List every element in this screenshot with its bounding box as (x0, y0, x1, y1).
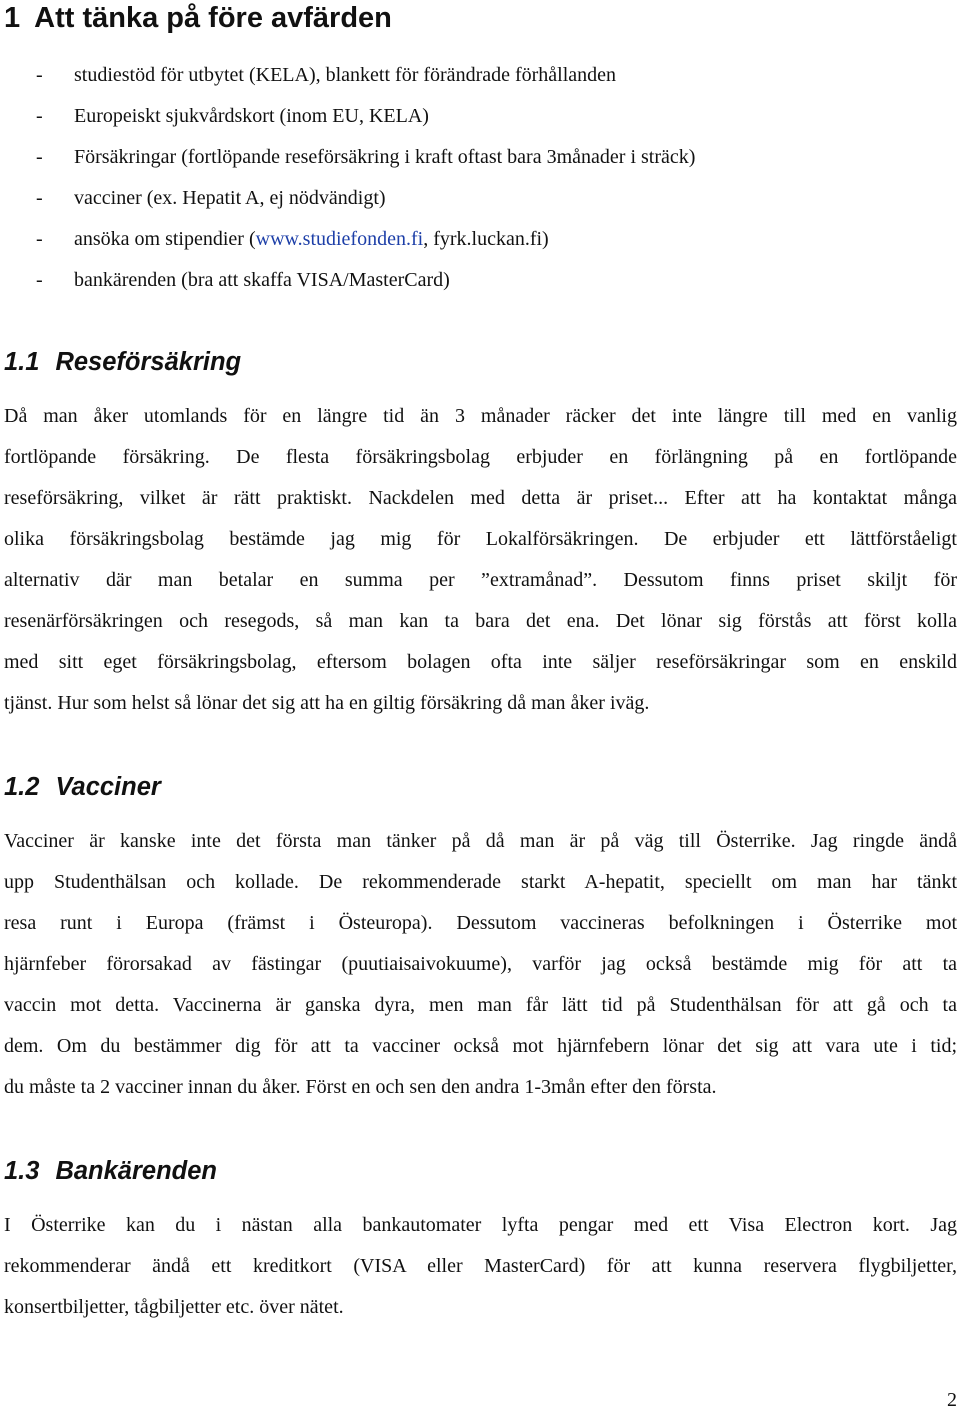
list-dash: - (36, 269, 43, 291)
text-line: vaccin mot detta. Vaccinerna är ganska dyra, men man får lätt tid på Studenthälsan för att gå och ta (4, 994, 957, 1016)
list-item (36, 261, 695, 302)
list-item (36, 220, 695, 261)
section-number: 1.1 (4, 348, 40, 376)
section-heading-vacciner (4, 771, 161, 803)
text-line: rekommenderar ändå ett kreditkort (VISA eller MasterCard) för att kunna reservera flygbiljetter, (4, 1255, 957, 1277)
list-item-text: vacciner (ex. Hepatit A, ej nödvändigt) (74, 187, 386, 209)
list-item (36, 97, 695, 138)
chapter-title: Att tänka på före avfärden (34, 2, 392, 34)
text-line: tjänst. Hur som helst så lönar det sig att ha en giltig försäkring då man åker iväg. (4, 692, 650, 714)
section-number: 1.3 (4, 1157, 40, 1185)
text-line: reseförsäkring, vilket är rätt praktiskt. Nackdelen med detta är priset... Efter att ha kontaktat många (4, 487, 957, 509)
text-line: fortlöpande försäkring. De flesta försäkringsbolag erbjuder en förlängning på en fortlöpande (4, 446, 957, 468)
section-title: Reseförsäkring (55, 348, 242, 376)
section-body-reseforsakring (4, 396, 957, 724)
list-item (36, 179, 695, 220)
checklist (36, 56, 695, 302)
list-dash: - (36, 64, 43, 86)
section-heading-bankarenden (4, 1155, 217, 1187)
list-item (36, 56, 695, 97)
list-dash: - (36, 146, 43, 168)
list-dash: - (36, 105, 43, 127)
section-body-bankarenden (4, 1205, 957, 1328)
text-line: hjärnfeber förorsakad av fästingar (puutiaisaivokuume), varför jag också bestämde mig för att ta (4, 953, 957, 975)
section-body-vacciner (4, 821, 957, 1108)
text-line: olika försäkringsbolag bestämde jag mig för Lokalförsäkringen. De erbjuder ett lättförståeligt (4, 528, 957, 550)
text-line: Då man åker utomlands för en längre tid än 3 månader räcker det inte längre till med en vanlig (4, 405, 957, 427)
text-line: resenärförsäkringen och resegods, så man kan ta bara det ena. Det lönar sig förstås att först kolla (4, 610, 957, 632)
list-item-text: Europeiskt sjukvårdskort (inom EU, KELA) (74, 105, 429, 127)
list-item-text: ansöka om stipendier ( (74, 228, 256, 250)
text-line: dem. Om du bestämmer dig för att ta vacciner också mot hjärnfebern lönar det sig att vara ute i tid; (4, 1035, 957, 1057)
list-item-text: Försäkringar (fortlöpande reseförsäkring i kraft oftast bara 3månader i sträck) (74, 146, 696, 168)
chapter-heading (4, 0, 392, 36)
section-title: Bankärenden (55, 1157, 218, 1185)
text-line: med sitt eget försäkringsbolag, eftersom bolagen ofta inte säljer reseförsäkringar som en enskild (4, 651, 957, 673)
text-line: upp Studenthälsan och kollade. De rekommenderade starkt A-hepatit, speciellt om man har tänkt (4, 871, 957, 893)
text-line: Vacciner är kanske inte det första man tänker på då man är på väg till Österrike. Jag ringde ändå (4, 830, 957, 852)
text-line: alternativ där man betalar en summa per ”extramånad”. Dessutom finns priset skiljt för (4, 569, 957, 591)
list-item-text: bankärenden (bra att skaffa VISA/MasterCard) (74, 269, 450, 291)
text-line: konsertbiljetter, tågbiljetter etc. över nätet. (4, 1296, 344, 1318)
text-line: resa runt i Europa (främst i Östeuropa). Dessutom vaccineras befolkningen i Österrike mot (4, 912, 957, 934)
list-dash: - (36, 228, 43, 250)
list-item-text: , fyrk.luckan.fi) (423, 228, 549, 250)
page-number: 2 (947, 1389, 957, 1411)
section-title: Vacciner (55, 773, 161, 801)
list-item-text: studiestöd för utbytet (KELA), blankett för förändrade förhållanden (74, 64, 617, 86)
section-number: 1.2 (4, 773, 40, 801)
chapter-number: 1 (4, 2, 21, 34)
list-dash: - (36, 187, 43, 209)
section-heading-reseforsakring (4, 346, 241, 378)
studiefonden-link[interactable]: www.studiefonden.fi (255, 228, 424, 250)
list-item (36, 138, 695, 179)
text-line: du måste ta 2 vacciner innan du åker. Först en och sen den andra 1-3mån efter den första. (4, 1076, 717, 1098)
text-line: I Österrike kan du i nästan alla bankautomater lyfta pengar med ett Visa Electron kort. Jag (4, 1214, 957, 1236)
